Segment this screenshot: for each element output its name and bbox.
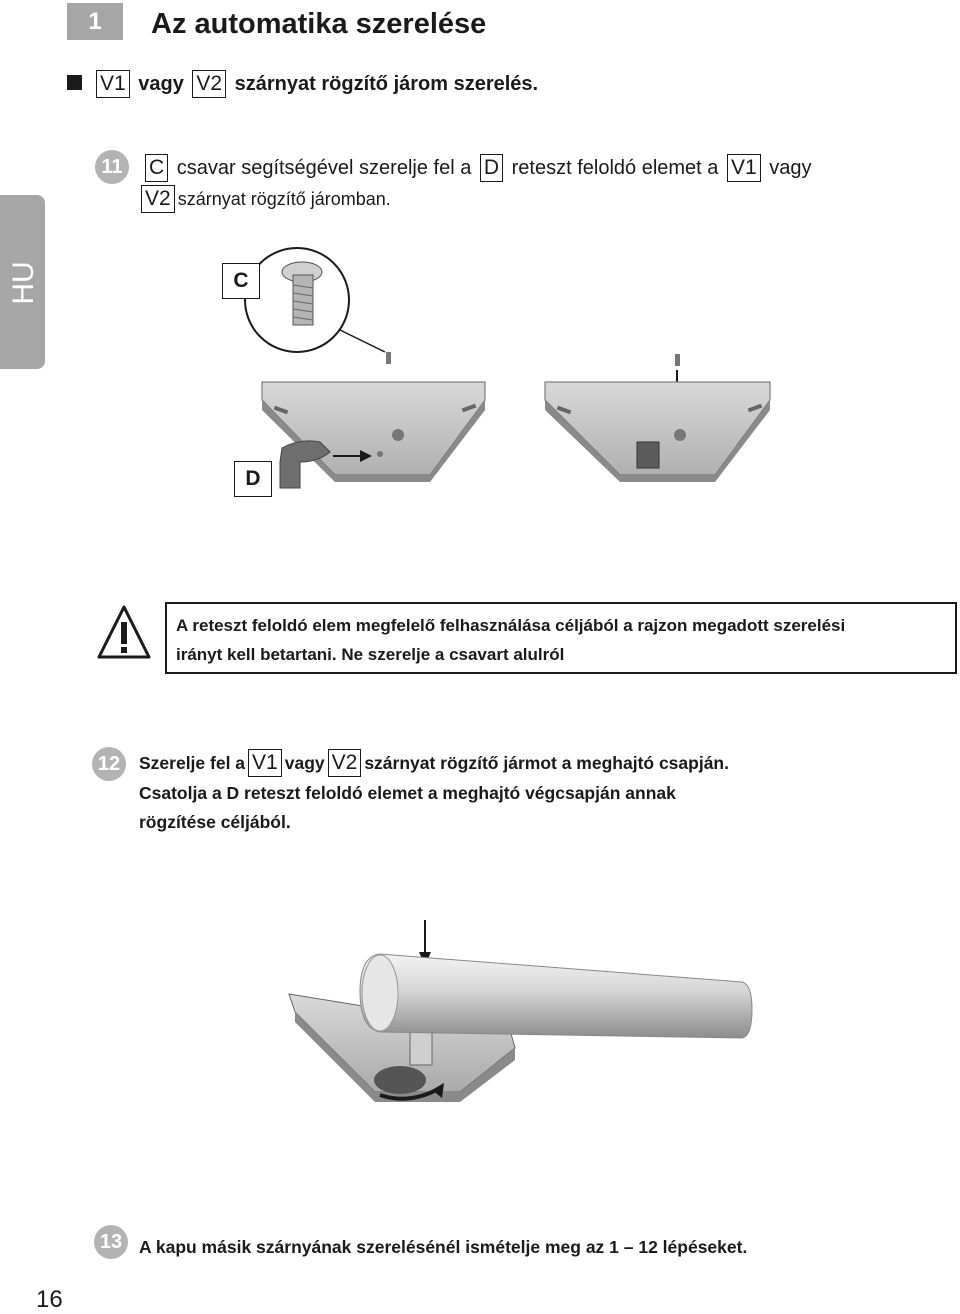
language-label: HU xyxy=(7,261,40,305)
bullet-square-icon xyxy=(67,75,82,90)
warning-triangle-icon xyxy=(97,604,151,660)
step-12-line3: rögzítése céljából. xyxy=(139,812,291,832)
warning-line2: irányt kell betartani. Ne szerelje a csavart alulról xyxy=(176,645,565,664)
step-11-badge: 11 xyxy=(95,150,129,184)
box-v1: V1 xyxy=(727,154,761,182)
subtitle-end: szárnyat rögzítő járom szerelés. xyxy=(234,73,539,95)
warning-line1: A reteszt feloldó elem megfelelő felhasználása céljából a rajzon megadott szerelési xyxy=(176,616,846,635)
figure-bracket-assembly xyxy=(0,230,960,510)
figure-drive-pin-assembly xyxy=(0,920,960,1110)
step-11-line2 xyxy=(138,185,391,213)
bracket-right xyxy=(545,354,770,482)
box-c: C xyxy=(145,154,168,182)
chapter-number: 1 xyxy=(67,3,123,40)
step-11-text4: szárnyat rögzítő járomban. xyxy=(177,189,391,209)
step-12-line2: Csatolja a D reteszt feloldó elemet a meghajtó végcsapján annak xyxy=(139,783,676,803)
warning-text xyxy=(176,611,956,669)
step-13-badge: 13 xyxy=(94,1225,128,1259)
step-12-text1: Szerelje fel a xyxy=(139,753,246,773)
screw-c-detail xyxy=(245,248,385,352)
step-12-line1 xyxy=(139,749,729,777)
step-13-text: A kapu másik szárnyának szerelésénél ismételje meg az 1 – 12 lépéseket. xyxy=(139,1237,748,1257)
label-c: C xyxy=(222,263,260,299)
step-12-text2: vagy xyxy=(284,753,325,773)
box-d: D xyxy=(480,154,503,182)
label-d: D xyxy=(234,461,272,497)
step-11-text3: vagy xyxy=(769,157,812,179)
step-12-badge: 12 xyxy=(92,747,126,781)
box-v1: V1 xyxy=(248,749,282,777)
subtitle-mid: vagy xyxy=(138,73,184,95)
box-v2: V2 xyxy=(328,749,362,777)
step-11-text2: reteszt feloldó elemet a xyxy=(511,157,719,179)
section-subtitle xyxy=(93,70,538,98)
step-11-line1 xyxy=(142,154,811,182)
step-12-text3: szárnyat rögzítő jármot a meghajtó csapján. xyxy=(364,753,729,773)
page-title: Az automatika szerelése xyxy=(151,8,487,40)
box-v2: V2 xyxy=(141,185,175,213)
step-11-text1: csavar segítségével szerelje fel a xyxy=(176,157,472,179)
bracket-left xyxy=(262,352,485,488)
box-v2: V2 xyxy=(192,70,226,98)
box-v1: V1 xyxy=(96,70,130,98)
page-number: 16 xyxy=(36,1286,63,1313)
